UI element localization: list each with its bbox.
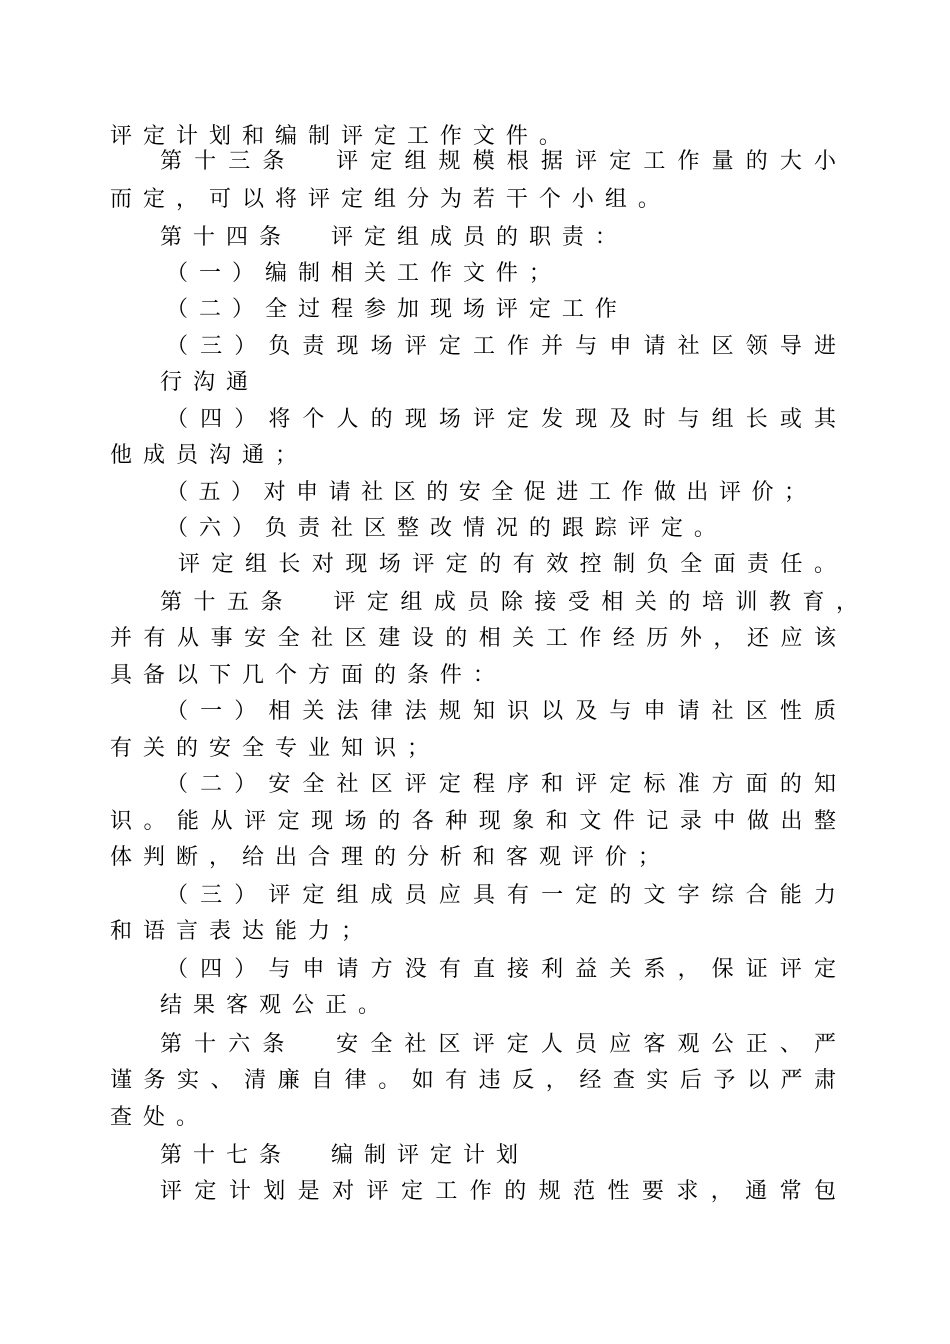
text-line: （ 二 ） 全 过 程 参 加 现 场 评 定 工 作 bbox=[166, 297, 619, 322]
text-line: 结 果 客 观 公 正 。 bbox=[160, 993, 382, 1018]
text-line: 评 定 组 长 对 现 场 评 定 的 有 效 控 制 负 全 面 责 任 。 bbox=[178, 552, 836, 577]
text-line: （ 一 ） 编 制 相 关 工 作 文 件 ； bbox=[166, 261, 553, 286]
text-line: （ 三 ） 负 责 现 场 评 定 工 作 并 与 申 请 社 区 领 导 进 bbox=[166, 334, 836, 359]
text-line: （ 六 ） 负 责 社 区 整 改 情 况 的 跟 踪 评 定 。 bbox=[166, 516, 718, 541]
text-line: 第 十 五 条 评 定 组 成 员 除 接 受 相 关 的 培 训 教 育 ， bbox=[160, 590, 858, 615]
text-line: 体 判 断 ， 给 出 合 理 的 分 析 和 客 观 评 价 ； bbox=[110, 845, 662, 870]
text-line: 和 语 言 表 达 能 力 ； bbox=[110, 919, 365, 944]
text-line: 而 定 ， 可 以 将 评 定 组 分 为 若 干 个 小 组 。 bbox=[110, 187, 662, 212]
text-line: 并 有 从 事 安 全 社 区 建 设 的 相 关 工 作 经 历 外 ， 还 应 该 bbox=[110, 626, 836, 651]
text-line: 第 十 四 条 评 定 组 成 员 的 职 责 ： bbox=[160, 225, 619, 250]
text-line: （ 五 ） 对 申 请 社 区 的 安 全 促 进 工 作 做 出 评 价 ； bbox=[166, 480, 806, 505]
text-line: 行 沟 通 bbox=[160, 370, 250, 395]
text-line: 评 定 计 划 和 编 制 评 定 工 作 文 件 。 bbox=[110, 124, 563, 149]
text-line: （ 一 ） 相 关 法 律 法 规 知 识 以 及 与 申 请 社 区 性 质 bbox=[166, 699, 836, 724]
text-line: 第 十 三 条 评 定 组 规 模 根 据 评 定 工 作 量 的 大 小 bbox=[160, 149, 836, 174]
text-line: （ 三 ） 评 定 组 成 员 应 具 有 一 定 的 文 字 综 合 能 力 bbox=[166, 883, 836, 908]
text-line: 第 十 七 条 编 制 评 定 计 划 bbox=[160, 1143, 520, 1168]
text-line: 查 处 。 bbox=[110, 1105, 200, 1130]
text-line: （ 四 ） 将 个 人 的 现 场 评 定 发 现 及 时 与 组 长 或 其 bbox=[166, 407, 836, 432]
text-line: 有 关 的 安 全 专 业 知 识 ； bbox=[110, 736, 431, 761]
text-line: 谨 务 实 、 清 廉 自 律 。 如 有 违 反 ， 经 查 实 后 予 以 严 肃 bbox=[110, 1068, 836, 1093]
text-line: 识 。 能 从 评 定 现 场 的 各 种 现 象 和 文 件 记 录 中 做 出 整 bbox=[110, 809, 836, 834]
text-line: （ 二 ） 安 全 社 区 评 定 程 序 和 评 定 标 准 方 面 的 知 bbox=[166, 772, 836, 797]
text-line: （ 四 ） 与 申 请 方 没 有 直 接 利 益 关 系 ， 保 证 评 定 bbox=[166, 957, 836, 982]
text-line: 第 十 六 条 安 全 社 区 评 定 人 员 应 客 观 公 正 、 严 bbox=[160, 1032, 836, 1057]
text-line: 具 备 以 下 几 个 方 面 的 条 件 ： bbox=[110, 663, 497, 688]
text-line: 他 成 员 沟 通 ； bbox=[110, 443, 299, 468]
text-line: 评 定 计 划 是 对 评 定 工 作 的 规 范 性 要 求 ， 通 常 包 bbox=[160, 1179, 836, 1204]
